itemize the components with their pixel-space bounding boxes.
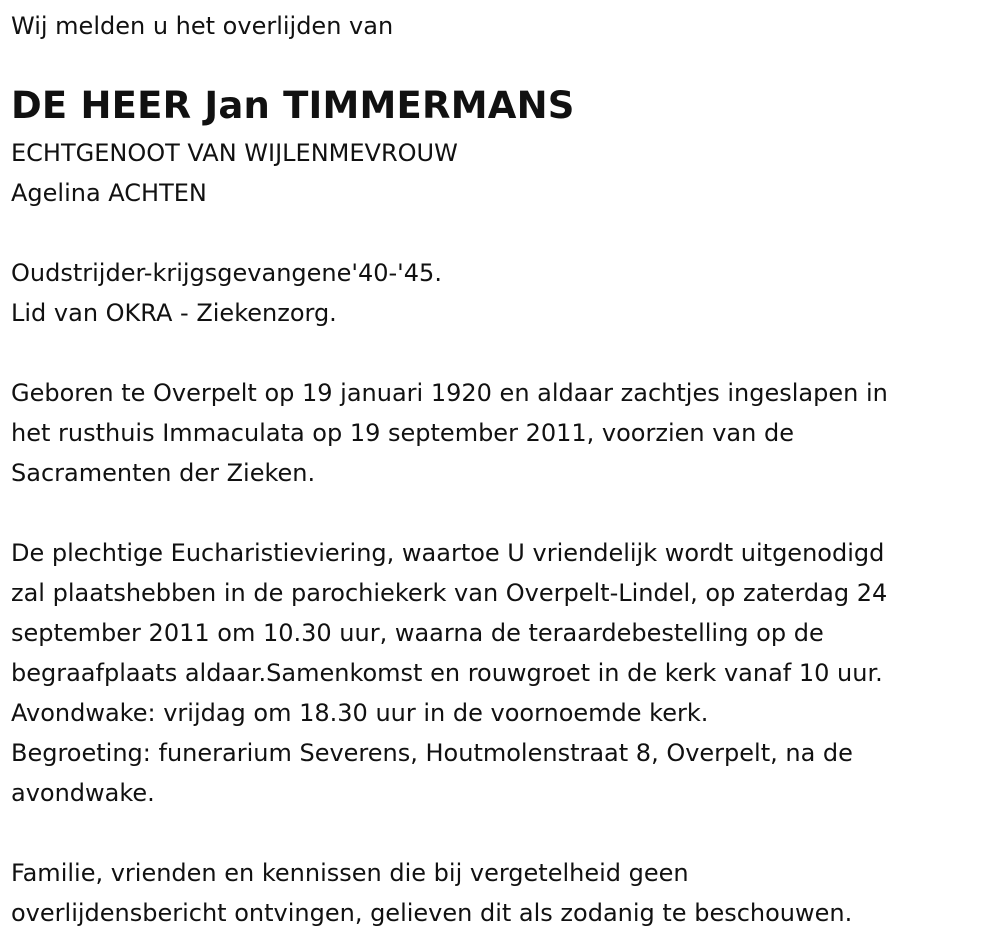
birth-paragraph bbox=[11, 373, 888, 493]
membership-line-1: Oudstrijder-krijgsgevangene'40-'45. bbox=[11, 259, 442, 287]
birth-line: Sacramenten der Zieken. bbox=[11, 459, 316, 487]
spouse-block bbox=[11, 133, 458, 213]
intro-text: Wij melden u het overlijden van bbox=[11, 12, 394, 40]
service-line: Avondwake: vrijdag om 18.30 uur in de voornoemde kerk. bbox=[11, 699, 709, 727]
memberships-block bbox=[11, 253, 442, 333]
service-line: zal plaatshebben in de parochiekerk van Overpelt-Lindel, op zaterdag 24 bbox=[11, 579, 888, 607]
spouse-line-1: ECHTGENOOT VAN WIJLENMEVROUW bbox=[11, 139, 458, 167]
birth-line: het rusthuis Immaculata op 19 september 2011, voorzien van de bbox=[11, 419, 794, 447]
service-paragraph bbox=[11, 533, 887, 813]
family-line: Familie, vrienden en kennissen die bij vergetelheid geen bbox=[11, 859, 689, 887]
birth-line: Geboren te Overpelt op 19 januari 1920 en aldaar zachtjes ingeslapen in bbox=[11, 379, 888, 407]
membership-line-2: Lid van OKRA - Ziekenzorg. bbox=[11, 299, 337, 327]
service-line: september 2011 om 10.30 uur, waarna de teraardebestelling op de bbox=[11, 619, 824, 647]
service-line: De plechtige Eucharistieviering, waartoe U vriendelijk wordt uitgenodigd bbox=[11, 539, 885, 567]
family-paragraph bbox=[11, 853, 852, 933]
spouse-line-2: Agelina ACHTEN bbox=[11, 179, 207, 207]
deceased-name: DE HEER Jan TIMMERMANS bbox=[11, 84, 575, 127]
service-line: begraafplaats aldaar.Samenkomst en rouwgroet in de kerk vanaf 10 uur. bbox=[11, 659, 883, 687]
service-line: Begroeting: funerarium Severens, Houtmolenstraat 8, Overpelt, na de bbox=[11, 739, 853, 767]
family-line: overlijdensbericht ontvingen, gelieven dit als zodanig te beschouwen. bbox=[11, 899, 853, 927]
service-line: avondwake. bbox=[11, 779, 155, 807]
